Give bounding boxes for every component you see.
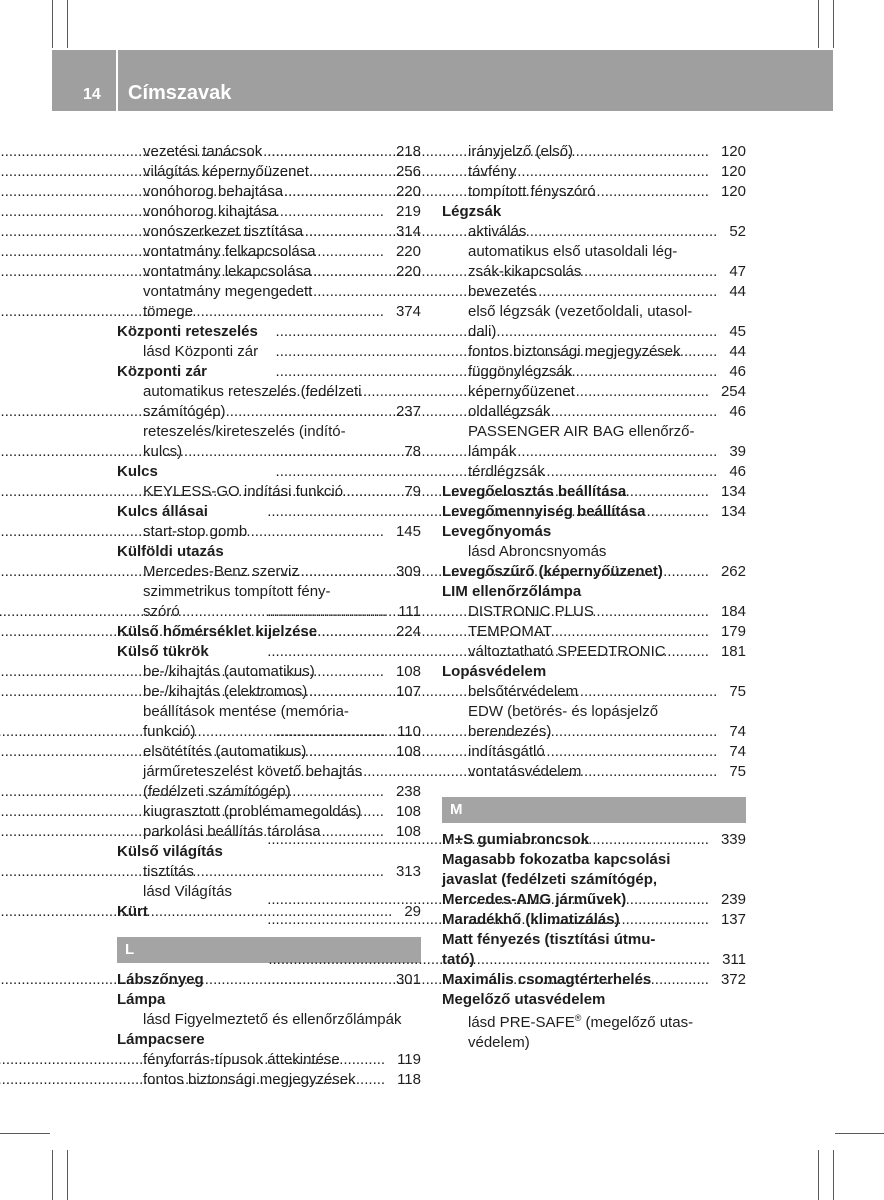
entry-label: járműreteszelést követő behajtás [143, 763, 363, 780]
entry-page-number: 224 [395, 623, 421, 640]
entry-page-number: 218 [395, 143, 421, 160]
entry-page-number: 111 [398, 603, 421, 620]
index-entry-sub [117, 1050, 421, 1070]
dot-leader [525, 602, 709, 622]
dot-leader [171, 862, 384, 882]
crop-mark [67, 0, 68, 48]
index-entry-sub [117, 662, 421, 682]
entry-page-number: 46 [729, 403, 746, 420]
entry-page-number: 309 [395, 563, 421, 580]
entry-page-number: 254 [720, 383, 746, 400]
index-entry-sub [442, 342, 746, 362]
dot-leader [206, 782, 384, 802]
entry-label: tömege [143, 303, 194, 320]
crop-mark [833, 0, 834, 48]
entry-page-number: 75 [729, 683, 746, 700]
index-entry-sub [442, 182, 746, 202]
entry-label: lásd Abroncsnyomás [468, 543, 607, 560]
crop-mark [67, 1150, 68, 1200]
index-entry-sub [442, 322, 746, 342]
index-entry-main [117, 542, 421, 562]
index-entry-main [117, 1030, 421, 1050]
entry-page-number: 74 [729, 743, 746, 760]
dot-leader [522, 762, 717, 782]
entry-label: lásd Világítás [143, 883, 232, 900]
entry-page-number: 181 [720, 643, 746, 660]
dot-leader [225, 802, 384, 822]
entry-label: lámpák [468, 443, 517, 460]
section-letter-bar [442, 797, 746, 823]
index-entry-sub [442, 722, 746, 742]
entry-label: Külső világítás [117, 843, 223, 860]
index-entry-sub [117, 302, 421, 322]
entry-page-number: 78 [404, 443, 421, 460]
entry-page-number: 120 [720, 183, 746, 200]
entry-page-number: 238 [395, 783, 421, 800]
entry-label: távfény [468, 163, 517, 180]
section-letter: L [125, 941, 135, 958]
index-entry-sub [442, 602, 746, 622]
index-entry-sub [442, 462, 746, 482]
entry-label: világítás képernyőüzenet [143, 163, 309, 180]
index-entry-main [442, 582, 746, 602]
dot-leader [510, 622, 709, 642]
index-entry-main [442, 662, 746, 682]
entry-label: számítógép) [143, 403, 226, 420]
entry-label: bevezetés [468, 283, 537, 300]
index-entry-sub [442, 242, 746, 262]
entry-page-number: 239 [720, 891, 746, 908]
header-divider [116, 50, 118, 111]
crop-mark [0, 1133, 50, 1134]
crop-mark [818, 1150, 819, 1200]
entry-page-number: 372 [720, 971, 746, 988]
entry-label: aktiválás [468, 223, 527, 240]
entry-page-number: 134 [720, 503, 746, 520]
index-entry-sub [442, 362, 746, 382]
entry-label: Maximális csomagtérterhelés [442, 971, 652, 988]
index-entry-sub [442, 302, 746, 322]
index-entry-main [442, 522, 746, 542]
entry-label: start-stop gomb [143, 523, 248, 540]
dot-leader [545, 642, 709, 662]
index-column-right [442, 142, 746, 1053]
dot-leader [171, 302, 384, 322]
entry-label: Külföldi utazás [117, 543, 224, 560]
entry-label: Levegőnyomás [442, 523, 552, 540]
entry-label: M+S gumiabroncsok [442, 831, 590, 848]
entry-label: LIM ellenőrzőlámpa [442, 583, 582, 600]
index-entry-sub [117, 1010, 421, 1030]
index-entry-main [442, 202, 746, 222]
entry-page-number: 314 [395, 223, 421, 240]
entry-label: Levegőelosztás beállítása [442, 483, 627, 500]
index-entry-main [442, 830, 746, 850]
entry-label: fontos biztonsági megjegyzések [468, 343, 681, 360]
index-entry-main [442, 562, 746, 582]
index-entry-sub [117, 522, 421, 542]
crop-mark [52, 1150, 53, 1200]
index-entry-sub [442, 262, 746, 282]
crop-mark [835, 1133, 884, 1134]
dot-leader [512, 830, 709, 850]
entry-label: lásd Figyelmeztető és ellenőrzőlámpák [143, 1011, 402, 1028]
dot-leader [511, 722, 717, 742]
entry-label: TEMPOMAT [468, 623, 552, 640]
index-entry-sub [442, 282, 746, 302]
dot-leader [529, 502, 709, 522]
entry-label: dali) [468, 323, 497, 340]
index-entry-main [442, 502, 746, 522]
entry-label: vonóhorog behajtása [143, 183, 284, 200]
entry-page-number: 118 [397, 1071, 421, 1088]
dot-leader [464, 950, 710, 970]
entry-label: Mercedes-Benz szerviz [143, 563, 299, 580]
index-entry-sub [117, 422, 421, 442]
index-entry-main [442, 890, 746, 910]
entry-label: indításgátló [468, 743, 545, 760]
entry-label: Légzsák [442, 203, 502, 220]
dot-leader [511, 402, 718, 422]
entry-label: Központi reteszelés [117, 323, 258, 340]
entry-label: Lopásvédelem [442, 663, 547, 680]
index-entry-sub [442, 402, 746, 422]
entry-label: reteszelés/kireteszelés (indító- [143, 423, 346, 440]
dot-leader [525, 182, 709, 202]
entry-label: Levegőszűrő (képernyőüzenet) [442, 563, 663, 580]
entry-label: automatikus reteszelés (fedélzeti [143, 383, 362, 400]
crop-mark [818, 0, 819, 48]
dot-leader [496, 442, 717, 462]
entry-label: DISTRONIC PLUS [468, 603, 594, 620]
entry-label: beállítások mentése (memória- [143, 703, 349, 720]
dot-leader [552, 342, 718, 362]
dot-leader [521, 910, 709, 930]
page-number: 14 [83, 86, 101, 103]
dot-leader [192, 522, 384, 542]
crop-mark [833, 1150, 834, 1200]
index-entry-sub [117, 202, 421, 222]
entry-label: tisztítás [143, 863, 194, 880]
index-entry-sub [117, 582, 421, 602]
entry-label: parkolási beállítás tárolása [143, 823, 321, 840]
entry-page-number: 256 [395, 163, 421, 180]
running-header [52, 50, 833, 111]
index-entry-sub [442, 682, 746, 702]
entry-label: vonóhorog kihajtása [143, 203, 278, 220]
dot-leader [522, 262, 717, 282]
index-entry-sub [117, 782, 421, 802]
entry-label: Kulcs [117, 463, 158, 480]
index-entry-sub [442, 222, 746, 242]
crop-mark [52, 0, 53, 48]
entry-label: Levegőmennyiség beállítása [442, 503, 646, 520]
index-entry-sub [442, 442, 746, 462]
index-entry-sub [442, 702, 746, 722]
index-entry-main [442, 870, 746, 890]
index-entry-sub [442, 622, 746, 642]
entry-label: első légzsák (vezetőoldali, utasol- [468, 303, 693, 320]
entry-label: Külső hőmérséklet kijelzése [117, 623, 318, 640]
entry-page-number: 110 [397, 723, 421, 740]
dot-leader [521, 682, 717, 702]
dot-leader [501, 222, 718, 242]
index-entry-main [442, 930, 746, 950]
entry-label: szimmetrikus tompított fény- [143, 583, 331, 600]
entry-page-number: 134 [720, 483, 746, 500]
index-entry-main [442, 910, 746, 930]
entry-label: függönylégzsák [468, 363, 573, 380]
dot-leader [508, 742, 717, 762]
entry-page-number: 79 [404, 483, 421, 500]
entry-label: Magasabb fokozatba kapcsolási [442, 851, 671, 868]
entry-label: Lámpa [117, 991, 166, 1008]
index-entry-main [442, 850, 746, 870]
dot-leader [523, 890, 709, 910]
entry-label: vontatmány felkapcsolása [143, 243, 316, 260]
index-entry-main [442, 950, 746, 970]
entry-page-number: 145 [395, 523, 421, 540]
entry-label: be-/kihajtás (automatikus) [143, 663, 315, 680]
dot-leader [534, 562, 709, 582]
entry-page-number: 108 [395, 743, 421, 760]
dot-leader [505, 282, 717, 302]
entry-label: Maradékhő (klimatizálás) [442, 911, 620, 928]
entry-label: változtatható SPEEDTRONIC [468, 643, 666, 660]
entry-label: vontatásvédelem [468, 763, 582, 780]
entry-label: zsák-kikapcsolás [468, 263, 582, 280]
index-entry-sub [442, 542, 746, 562]
entry-page-number: 74 [729, 723, 746, 740]
entry-label: funkció) [143, 723, 196, 740]
index-entry-sub [117, 702, 421, 722]
index-entry-sub [442, 1033, 746, 1053]
dot-leader [487, 322, 718, 342]
entry-page-number: 120 [720, 163, 746, 180]
entry-page-number: 108 [395, 663, 421, 680]
entry-label: szóró [143, 603, 180, 620]
dot-leader [508, 462, 717, 482]
page-title: Címszavak [128, 82, 232, 104]
entry-label: fényforrás-típusok áttekintése [143, 1051, 340, 1068]
entry-page-number: 44 [729, 283, 746, 300]
dot-leader [519, 362, 717, 382]
entry-page-number: 339 [720, 831, 746, 848]
entry-label: vonószerkezet tisztítása [143, 223, 304, 240]
entry-page-number: 52 [729, 223, 746, 240]
entry-page-number: 120 [720, 143, 746, 160]
entry-label: Kürt [117, 903, 148, 920]
index-entry-main [117, 990, 421, 1010]
entry-label: be-/kihajtás (elektromos) [143, 683, 308, 700]
entry-label: KEYLESS-GO indítási funkció [143, 483, 344, 500]
entry-label: PASSENGER AIR BAG ellenőrző- [468, 423, 695, 440]
entry-label: Lámpacsere [117, 1031, 205, 1048]
entry-label: képernyőüzenet [468, 383, 575, 400]
entry-page-number: 374 [395, 303, 421, 320]
entry-label: védelem) [468, 1034, 530, 1051]
entry-label: Mercedes-AMG járművek) [442, 891, 627, 908]
entry-page-number: 137 [720, 911, 746, 928]
entry-label: térdlégzsák [468, 463, 545, 480]
entry-page-number: 220 [395, 263, 421, 280]
index-entry-sub [117, 242, 421, 262]
index-entry-sub [442, 142, 746, 162]
entry-label: fontos biztonsági megjegyzések [143, 1071, 356, 1088]
entry-page-number: 313 [395, 863, 421, 880]
entry-label: vezetési tanácsok [143, 143, 263, 160]
entry-page-number: 108 [395, 823, 421, 840]
entry-label: kulcs) [143, 443, 183, 460]
entry-label: javaslat (fedélzeti számítógép, [442, 871, 658, 888]
dot-leader [213, 662, 384, 682]
index-entry-sub [442, 162, 746, 182]
entry-page-number: 119 [397, 1051, 421, 1068]
index-entry-sub [117, 1070, 421, 1090]
entry-page-number: 219 [395, 203, 421, 220]
entry-page-number: 45 [729, 323, 746, 340]
entry-label: oldallégzsák [468, 403, 551, 420]
dot-leader [214, 242, 384, 262]
entry-label: Matt fényezés (tisztítási útmu- [442, 931, 656, 948]
entry-label: berendezés) [468, 723, 552, 740]
index-entry-main [442, 970, 746, 990]
entry-label: belsőtérvédelem [468, 683, 579, 700]
entry-page-number: 75 [729, 763, 746, 780]
entry-page-number: 184 [720, 603, 746, 620]
dot-leader [518, 382, 709, 402]
index-entry-sub [442, 382, 746, 402]
entry-label: Megelőző utasvédelem [442, 991, 606, 1008]
entry-page-number: 301 [395, 971, 421, 988]
entry-label: elsötétítés (automatikus) [143, 743, 307, 760]
entry-page-number: 262 [720, 563, 746, 580]
entry-page-number: 179 [720, 623, 746, 640]
dot-leader [523, 482, 709, 502]
dot-leader [202, 202, 384, 222]
entry-label: lásd Központi zár [143, 343, 259, 360]
entry-page-number: 108 [395, 803, 421, 820]
entry-page-number: 46 [729, 463, 746, 480]
section-letter: M [450, 801, 463, 818]
entry-page-number: 44 [729, 343, 746, 360]
entry-label: lásd PRE-SAFE® (megelőző utas- [468, 1013, 694, 1031]
index-entry-sub [442, 742, 746, 762]
entry-label: tompított fényszóró [468, 183, 596, 200]
index-entry-sub [442, 1013, 746, 1033]
entry-label: tató) [442, 951, 475, 968]
entry-label: Központi zár [117, 363, 207, 380]
entry-label: Külső tükrök [117, 643, 209, 660]
index-entry-sub [442, 422, 746, 442]
entry-label: vontatmány megengedett [143, 283, 313, 300]
entry-page-number: 220 [395, 243, 421, 260]
entry-page-number: 29 [404, 903, 421, 920]
dot-leader [220, 1050, 385, 1070]
entry-label: Lábszőnyeg [117, 971, 204, 988]
index-entry-sub [117, 862, 421, 882]
entry-label: irányjelző (első) [468, 143, 574, 160]
entry-page-number: 107 [395, 683, 421, 700]
entry-page-number: 39 [729, 443, 746, 460]
entry-page-number: 46 [729, 363, 746, 380]
entry-label: kiugrasztott (problémamegoldás) [143, 803, 362, 820]
entry-label: EDW (betörés- és lopásjelző [468, 703, 659, 720]
entry-page-number: 311 [722, 951, 746, 968]
entry-label: automatikus első utasoldali lég- [468, 243, 678, 260]
entry-label: vontatmány lekapcsolása [143, 263, 312, 280]
index-entry-sub [117, 802, 421, 822]
index-entry-sub [442, 642, 746, 662]
index-entry-sub [442, 762, 746, 782]
entry-label: (fedélzeti számítógép) [143, 783, 291, 800]
dot-leader [518, 142, 709, 162]
index-entry-main [442, 990, 746, 1010]
dot-leader [224, 1070, 385, 1090]
entry-page-number: 220 [395, 183, 421, 200]
dot-leader [495, 162, 709, 182]
entry-page-number: 47 [729, 263, 746, 280]
entry-page-number: 237 [395, 403, 421, 420]
entry-label: Kulcs állásai [117, 503, 208, 520]
dot-leader [531, 970, 709, 990]
index-entry-main [442, 482, 746, 502]
